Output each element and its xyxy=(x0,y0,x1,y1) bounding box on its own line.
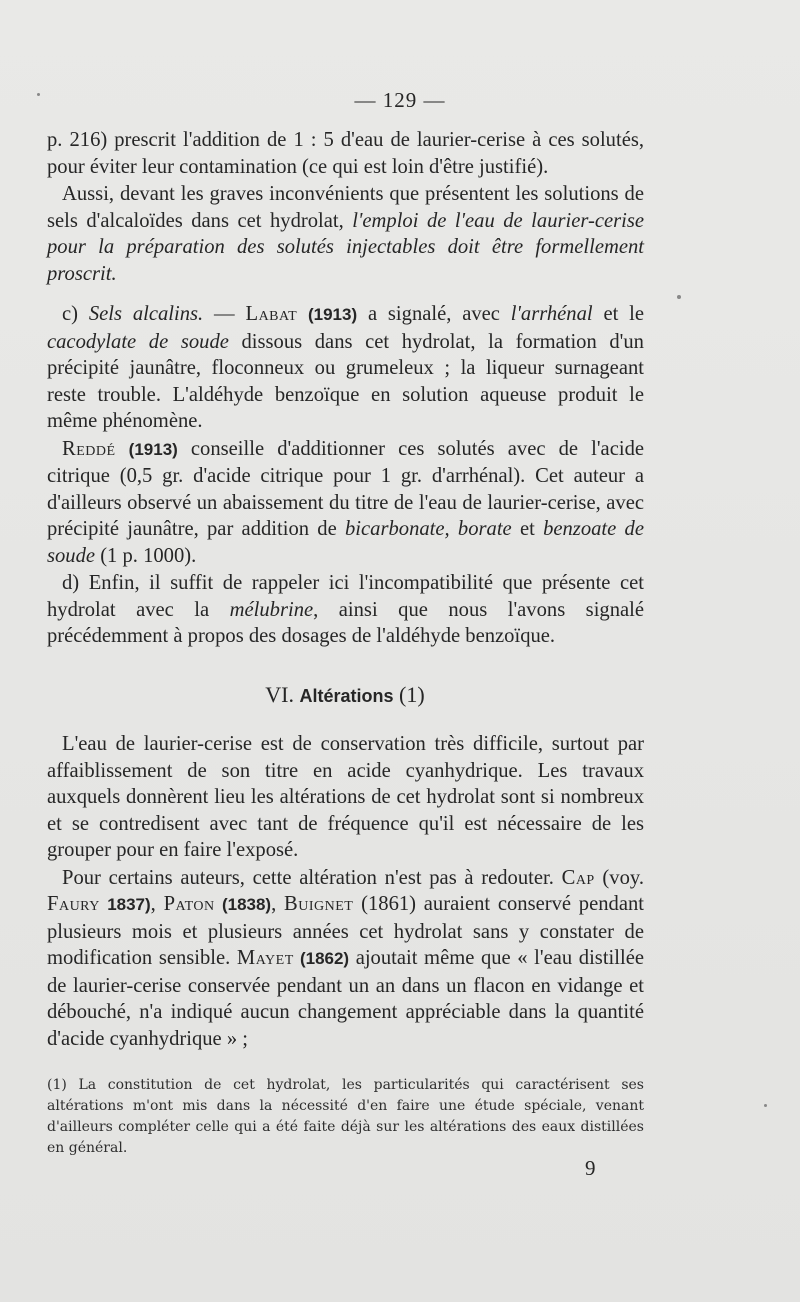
citation-year: 1837) xyxy=(99,895,151,914)
section-body xyxy=(47,731,644,1052)
signature-mark: 9 xyxy=(585,1156,596,1180)
paragraph-continuation: p. 216) prescrit l'addition de 1 : 5 d'eau de laurier-cerise à ces solutés, pour éviter leur contamination (ce qui est loin d'être justifié). xyxy=(47,129,644,178)
author-name: Mayet xyxy=(236,947,294,969)
citation-year: (1838) xyxy=(214,895,272,914)
body-text xyxy=(47,127,644,650)
paragraph-text: conseille d'additionner ces solutés avec de l'acide citrique (0,5 gr. d'acide citrique pour 1 gr. d'arrhénal). Cet auteur a d'ailleurs observé un abaissement du titre de l'eau de laurier-cerise, avec précipité jaunâtre, par addition de xyxy=(47,437,645,540)
salt-name: benzoate de soude xyxy=(47,518,644,567)
paragraph-auteurs xyxy=(47,865,644,1053)
ink-speck xyxy=(37,93,40,96)
paragraph-text: et xyxy=(511,518,544,540)
ink-speck xyxy=(677,295,681,299)
citation-year: (1861) xyxy=(353,893,417,915)
drug-name: l'arrhénal xyxy=(510,303,593,325)
author-name: Reddé xyxy=(62,437,116,460)
subsection-title: Sels alcalins. xyxy=(88,303,204,325)
footnote: (1) La constitution de cet hydrolat, les particularités qui caractérisent ses altérations m'ont mis dans la nécessité d'en faire une étude spéciale, venant d'ailleurs compléter celle qui a été faite déjà sur les altérations des eaux distillées en général. xyxy=(47,1077,644,1156)
paragraph-text: auraient conservé pendant plusieurs mois et plusieurs années cet hydrolat sans y constater de modification sensible. xyxy=(47,893,644,969)
paragraph-text: , xyxy=(150,893,164,915)
author-name: Buignet xyxy=(284,893,354,915)
paragraph-text: Pour certains auteurs, cette altération n'est pas à redouter. xyxy=(62,866,562,889)
author-name: Faury xyxy=(47,893,100,915)
paragraph-conservation: L'eau de laurier-cerise est de conservation très difficile, surtout par affaiblissement de son titre en acide cyanhydrique. Les travaux auxquels donnèrent lieu les altérations de cet hydrolat sont si nombreux et se contredisent avec tant de fréquence qu'il est nécessaire de les grouper pour en faire l'exposé. xyxy=(47,733,644,861)
paragraph-text: d) Enfin, il suffit de rappeler ici l'incompatibilité que présente cet hydrolat avec la xyxy=(47,572,644,621)
footnote-reference: (1) xyxy=(393,682,425,707)
paragraph-proscription xyxy=(47,181,644,287)
paragraph-text: , ainsi que nous l'avons signalé précédemment à propos des dosages de l'aldéhyde benzoïque. xyxy=(47,598,645,647)
drug-name: cacodylate de soude xyxy=(47,330,229,353)
section-numeral: VI. xyxy=(265,682,300,707)
list-label: c) xyxy=(62,303,89,325)
section-title: Altérations xyxy=(299,686,394,706)
citation-year: (1862) xyxy=(293,949,350,968)
paragraph-text: a signalé, avec xyxy=(357,303,511,325)
citation-year: (1913) xyxy=(307,305,358,324)
paragraph-melubrine xyxy=(47,570,644,650)
paragraph-text: ajoutait même que « l'eau distillée de laurier-cerise conservée pendant un an dans un flacon en vidange et débouché, n'a indiqué aucun changement appréciable dans la quantité d'acide cyanhydrique » ; xyxy=(47,947,644,1050)
author-name: Paton xyxy=(163,893,215,915)
dash: — xyxy=(203,303,246,325)
paragraph-text: (voy. xyxy=(594,866,644,889)
author-name: Cap xyxy=(561,866,595,889)
page-number: — 129 — xyxy=(354,88,446,112)
paragraph-text: Aussi, devant les graves inconvénients que présentent les solutions de sels d'alcaloïdes dans cet hydrolat, xyxy=(47,183,644,232)
paragraph-text: , xyxy=(271,893,285,915)
paragraph-text: et le xyxy=(592,303,645,325)
paragraph-sels-alcalins xyxy=(47,301,644,435)
citation-year: (1913) xyxy=(128,439,178,459)
author-name: Labat xyxy=(245,303,298,325)
emphasis-text: l'emploi de l'eau de laurier-cerise pour la préparation des solutés injectables doit être formellement proscrit. xyxy=(47,209,644,285)
salt-name: bicarbonate, borate xyxy=(345,518,512,540)
paragraph-text: (1 p. 1000). xyxy=(95,544,197,567)
ink-speck xyxy=(764,1104,767,1107)
drug-name: mélubrine xyxy=(229,598,314,621)
section-heading xyxy=(0,682,690,708)
paragraph-text: dissous dans cet hydrolat, la formation d'un précipité jaunâtre, floconneux ou grumeleux ; la liqueur surnageant reste trouble. L'aldéhyde benzoïque en solution aqueuse produit le même phénomène. xyxy=(47,330,644,432)
paragraph-redde xyxy=(47,436,644,570)
